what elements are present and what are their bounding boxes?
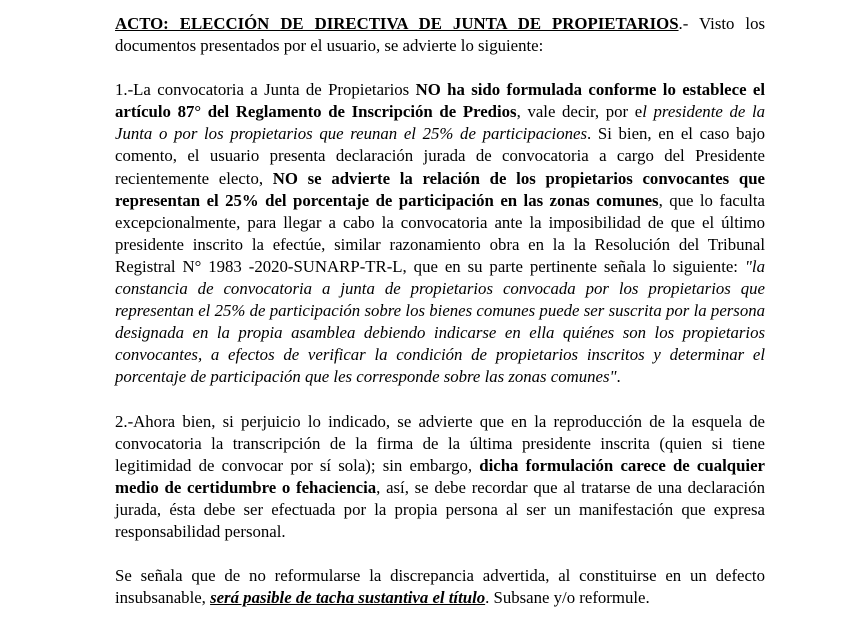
- text-run: , que lo faculta excepcionalmente, para llegar a cabo la convocatoria ante la imposibilidad de que el último presidente inscrito la efectúe, similar razonamiento obra en la la Resolución del Tribunal Registral N° 1983 -2020-SUNARP-TR-L, que en su parte pertinente señala lo siguiente:: [115, 190, 766, 276]
- paragraph-1-convocatoria: [115, 79, 765, 388]
- text-run: NO se advierte la relación de los propietarios convocantes que representan el 25% del porcentaje de participación en las zonas comunes: [115, 168, 765, 210]
- text-run: Se señala que de no reformularse la discrepancia advertida, al constituirse en un defecto insubsanable,: [115, 566, 765, 608]
- text-run: l presidente de la Junta o por los propietarios que reunan el 25% de participaciones: [115, 102, 765, 144]
- text-run: "la constancia de convocatoria a junta de propietarios convocada por los propietarios que representan el 25% de participación sobre los bienes comunes puede ser suscrita por la persona designada en la propia asamblea debiendo indicarse en ella quiénes son los propietarios convocantes, a efectos de verificar la condición de propietarios inscritos y determinar el porcentaje de participación que les corresponde sobre las zonas comunes": [115, 256, 765, 387]
- text-run: dicha formulación carece de cualquier medio de certidumbre o fehaciencia: [115, 455, 765, 497]
- text-run: , así, se debe recordar que al tratarse de una declaración jurada, ésta debe ser efectuada por la propia persona al ser un manifestación que expresa responsabilidad personal.: [115, 477, 765, 541]
- title-paragraph: [115, 13, 765, 57]
- text-run: . Si bien, en el caso bajo comento, el usuario presenta declaración jurada de convocatoria a cargo del Presidente recientemente electo,: [115, 124, 765, 188]
- text-run: 2.-Ahora bien, si perjuicio lo indicado, se advierte que en la reproducción de la esquela de convocatoria la transcripción de la firma de la última presidente inscrita (quien si tiene legitimidad de convocar por sí sola); sin embargo,: [115, 411, 765, 475]
- text-run: . Subsane y/o reformule.: [485, 588, 650, 608]
- text-run: será pasible de tacha sustantiva el título: [210, 588, 486, 608]
- text-run: NO ha sido formulada conforme lo establece el artículo 87° del Reglamento de Inscripción de Predios: [115, 80, 765, 122]
- closing-paragraph: [115, 565, 765, 609]
- registral-observation-document: [115, 13, 765, 609]
- text-run: .: [616, 367, 621, 387]
- text-run: 1.-La convocatoria a Junta de Propietarios: [115, 80, 416, 100]
- text-run: .- Visto los documentos presentados por el usuario, se advierte lo siguiente:: [115, 14, 765, 56]
- paragraph-2-esquela: [115, 411, 765, 544]
- text-run: , vale decir, por e: [516, 102, 643, 122]
- text-run: ACTO: ELECCIÓN DE DIRECTIVA DE JUNTA DE PROPIETARIOS: [115, 14, 679, 33]
